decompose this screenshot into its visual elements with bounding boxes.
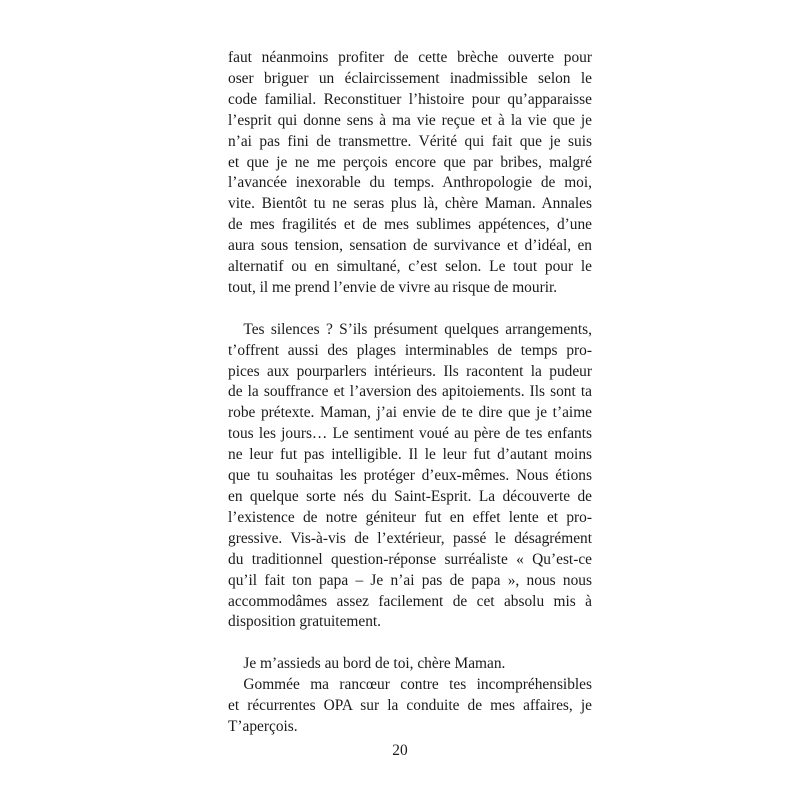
paragraph-1 <box>228 48 592 299</box>
text-line: tous les jours… Le sentiment voué au père de tes enfants <box>228 425 592 443</box>
text-line: t’offrent aussi des plages interminables de temps pro- <box>228 341 592 359</box>
text-line: accommodâmes assez facilement de cet absolu mis à <box>228 592 592 610</box>
text-line: ne leur fut pas intelligible. Il le leur fut d’autant moins <box>228 446 592 464</box>
text-line: du traditionnel question-réponse surréaliste « Qu’est-ce <box>228 550 592 568</box>
text-line: l’esprit qui donne sens à ma vie reçue et à la vie que je <box>228 111 592 129</box>
text-line: l’existence de notre géniteur fut en effet lente et pro- <box>228 508 592 526</box>
text-line: code familial. Reconstituer l’histoire pour qu’apparaisse <box>228 90 592 108</box>
text-line: en quelque sorte nés du Saint-Esprit. La découverte de <box>228 488 592 506</box>
text-line: pices aux pourparlers intérieurs. Ils racontent la pudeur <box>228 362 592 380</box>
text-line: aura sous tension, sensation de survivance et d’idéal, en <box>228 237 592 255</box>
text-line: oser briguer un éclaircissement inadmissible selon le <box>228 69 592 87</box>
text-line: de mes fragilités et de mes sublimes appétences, d’une <box>228 216 592 234</box>
paragraph-spacer <box>228 299 592 320</box>
text-line: gressive. Vis-à-vis de l’extérieur, passé le désagrément <box>228 529 592 547</box>
text-line: et que je ne me perçois encore que par bribes, malgré <box>228 153 592 171</box>
page-number: 20 <box>392 742 408 759</box>
paragraph-2 <box>228 320 592 634</box>
text-line: et récurrentes OPA sur la conduite de mes affaires, je <box>228 697 592 715</box>
text-line: faut néanmoins profiter de cette brèche ouverte pour <box>228 49 592 66</box>
text-line: alternatif ou en simultané, c’est selon. Le tout pour le <box>228 258 592 276</box>
text-line: que tu souhaitas les protéger d’eux-mêmes. Nous étions <box>228 467 592 485</box>
text-line: Gommée ma rancœur contre tes incompréhensibles <box>228 676 592 694</box>
text-line: Je m’assieds au bord de toi, chère Maman. <box>228 655 506 673</box>
body-text <box>228 48 592 738</box>
text-line: l’avancée inexorable du temps. Anthropologie de moi, <box>228 174 592 192</box>
text-line: qu’il fait ton papa – Je n’ai pas de papa », nous nous <box>228 571 592 589</box>
text-line: tout, il me prend l’envie de vivre au risque de mourir. <box>228 278 558 296</box>
paragraph-spacer <box>228 633 592 654</box>
paragraph-4 <box>228 675 592 738</box>
text-line: disposition gratuitement. <box>228 613 382 631</box>
text-line: n’ai pas fini de transmettre. Vérité qui fait que je suis <box>228 132 592 150</box>
text-line: vite. Bientôt tu ne seras plus là, chère Maman. Annales <box>228 195 592 213</box>
text-line: de la souffrance et l’aversion des apitoiements. Ils sont ta <box>228 383 592 401</box>
text-line: Tes silences ? S’ils présument quelques arrangements, <box>228 320 592 338</box>
text-line: robe prétexte. Maman, j’ai envie de te dire que je t’aime <box>228 404 592 422</box>
text-line: T’aperçois. <box>228 717 298 735</box>
paragraph-3 <box>228 654 592 675</box>
